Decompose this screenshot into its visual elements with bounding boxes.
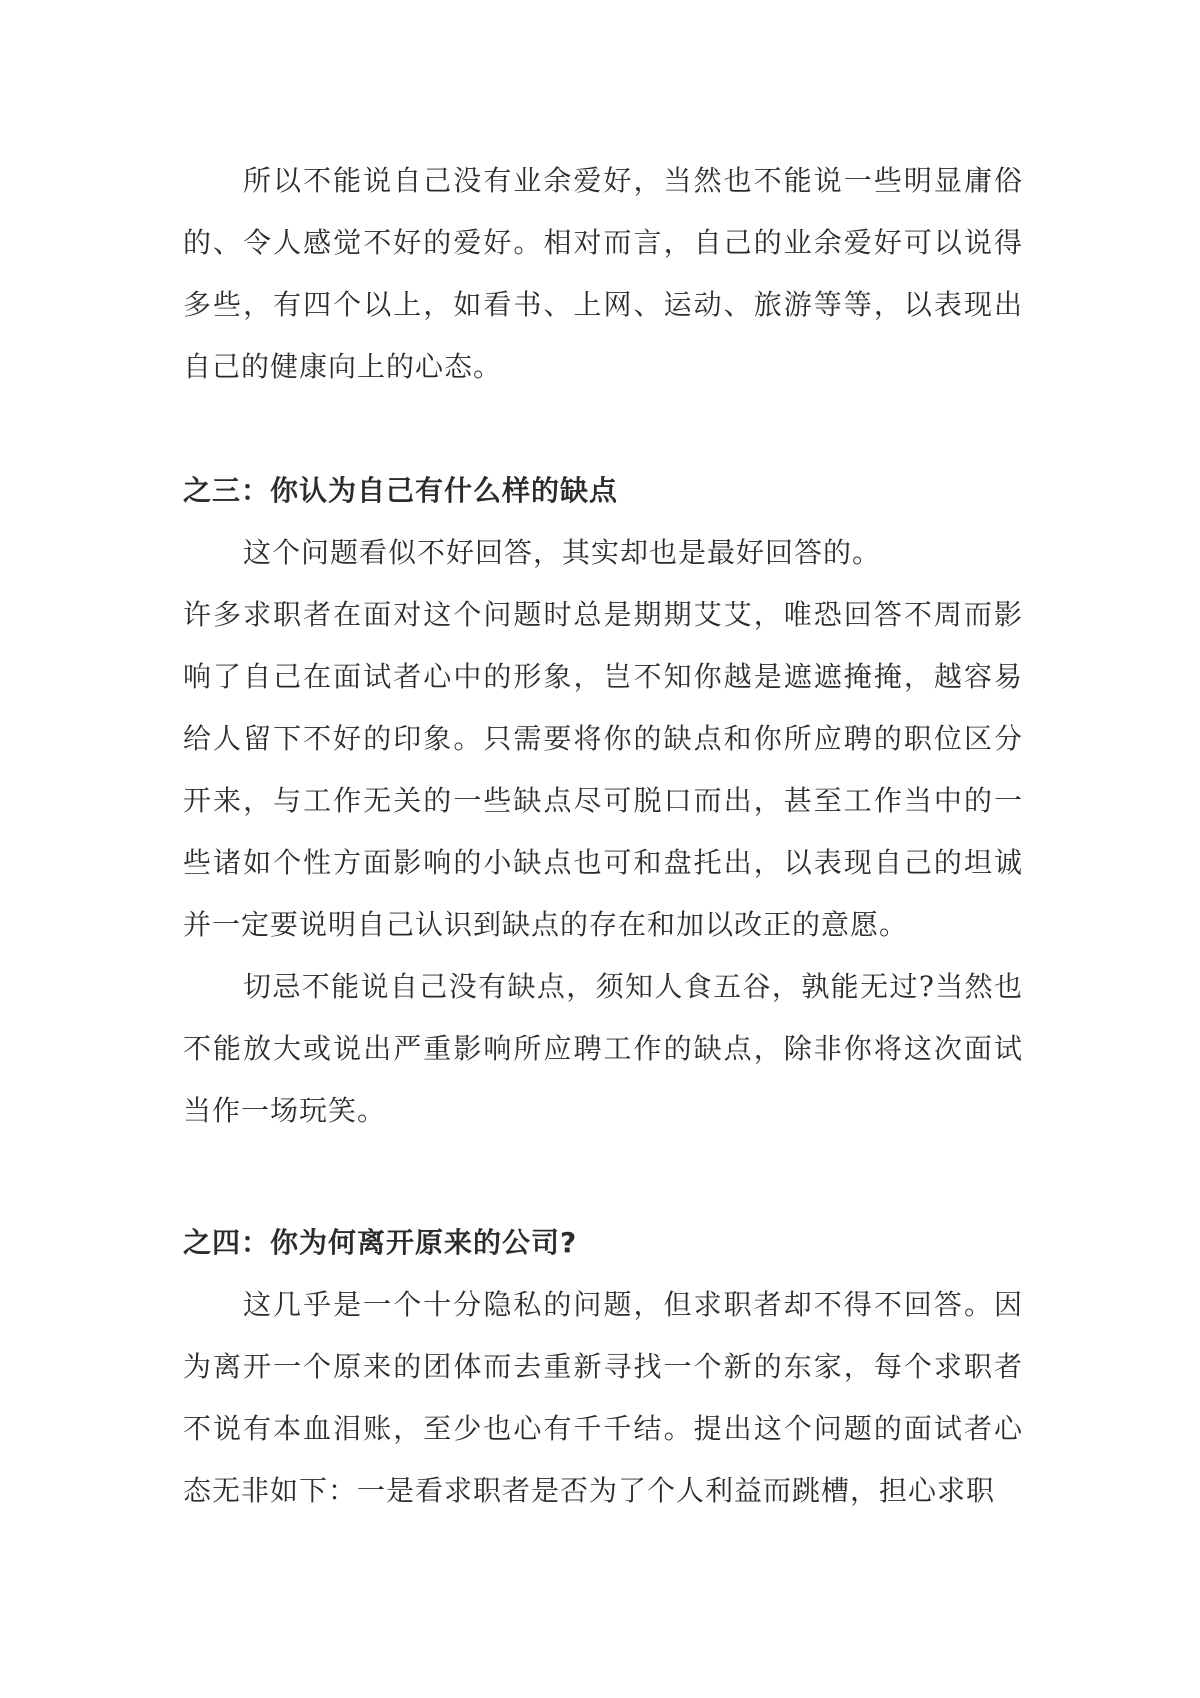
weakness-main-paragraph: 许多求职者在面对这个问题时总是期期艾艾，唯恐回答不周而影响了自己在面试者心中的形象，岂不知你越是遮遮掩掩，越容易给人留下不好的印象。只需要将你的缺点和你所应聘的职位区分开来，与工作无关的一些缺点尽可脱口而出，甚至工作当中的一些诸如个性方面影响的小缺点也可和盘托出，以表现自己的坦诚并一定要说明自己认识到缺点的存在和加以改正的意愿。 — [183, 598, 1023, 941]
hobby-paragraph: 所以不能说自己没有业余爱好，当然也不能说一些明显庸俗的、令人感觉不好的爱好。相对而言，自己的业余爱好可以说得多些，有四个以上，如看书、上网、运动、旅游等等，以表现出自己的健康向上的心态。 — [183, 164, 1023, 383]
section-spacer — [183, 1142, 1023, 1212]
section-three-heading: 之三：你认为自己有什么样的缺点 — [183, 474, 619, 507]
leaving-company-paragraph: 这几乎是一个十分隐私的问题，但求职者却不得不回答。因为离开一个原来的团体而去重新寻找一个新的东家，每个求职者不说有本血泪账，至少也心有千千结。提出这个问题的面试者心态无非如下：一是看求职者是否为了个人利益而跳槽，担心求职 — [183, 1288, 1023, 1507]
weakness-caution-paragraph: 切忌不能说自己没有缺点，须知人食五谷，孰能无过?当然也不能放大或说出严重影响所应聘工作的缺点，除非你将这次面试当作一场玩笑。 — [183, 970, 1023, 1127]
document-body — [183, 150, 1023, 1522]
section-four-heading: 之四：你为何离开原来的公司? — [183, 1226, 578, 1259]
weakness-intro-paragraph: 这个问题看似不好回答，其实却也是最好回答的。 — [243, 536, 882, 569]
section-spacer — [183, 398, 1023, 460]
